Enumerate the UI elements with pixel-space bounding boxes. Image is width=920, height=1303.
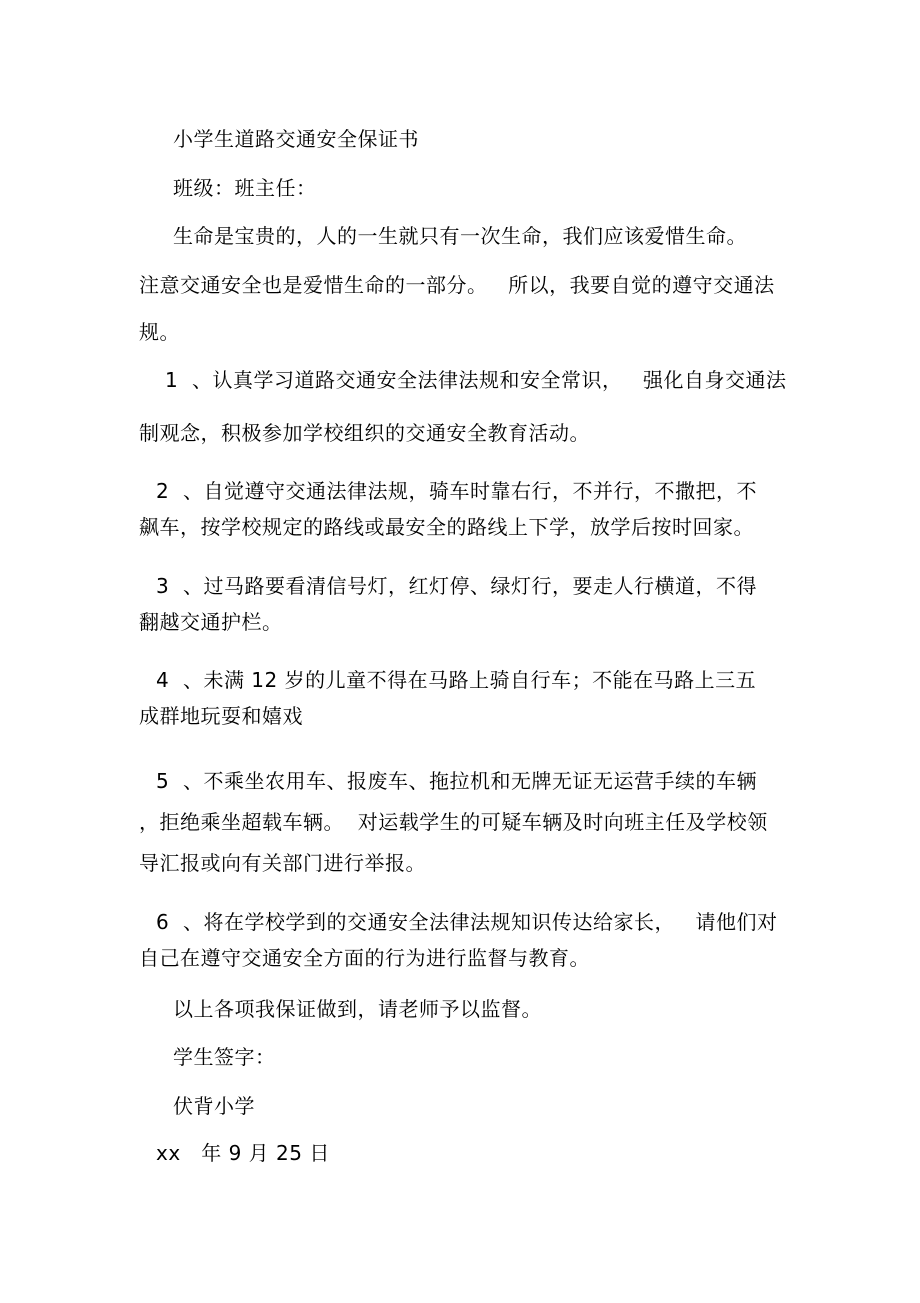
item-3-line-2: 翻越交通护栏。	[139, 610, 283, 634]
item-6-line-2: 自己在遵守交通安全方面的行为进行监督与教育。	[139, 946, 590, 970]
item-3-line-1: 3 、过马路要看清信号灯，红灯停、绿灯行，要走人行横道，不得	[156, 574, 757, 598]
item-5-line-2: ，拒绝乘坐超载车辆。 对运载学生的可疑车辆及时向班主任及学校领	[139, 810, 768, 834]
document-title: 小学生道路交通安全保证书	[173, 127, 419, 151]
document-date: xx 年 9 月 25 日	[156, 1141, 330, 1165]
intro-line-2: 注意交通安全也是爱惜生命的一部分。 所以，我要自觉的遵守交通法	[139, 273, 775, 297]
item-2-line-2: 飙车，按学校规定的路线或最安全的路线上下学，放学后按时回家。	[139, 515, 754, 539]
item-4-line-2: 成群地玩耍和嬉戏	[139, 704, 303, 728]
item-5-line-1: 5 、不乘坐农用车、报废车、拖拉机和无牌无证无运营手续的车辆	[156, 769, 757, 793]
item-2-line-1: 2 、自觉遵守交通法律法规，骑车时靠右行，不并行，不撒把，不	[156, 479, 757, 503]
intro-line-3: 规。	[139, 320, 180, 344]
item-1-line-1: 1 、认真学习道路交通安全法律法规和安全常识， 强化自身交通法	[165, 368, 787, 392]
intro-line-1: 生命是宝贵的，人的一生就只有一次生命，我们应该爱惜生命。	[173, 224, 747, 248]
school-name: 伏背小学	[173, 1094, 255, 1118]
student-signature-label: 学生签字：	[173, 1045, 276, 1069]
item-4-line-1: 4 、未满 12 岁的儿童不得在马路上骑自行车；不能在马路上三五	[156, 668, 757, 692]
class-teacher-line: 班级：班主任：	[173, 176, 317, 200]
closing-statement: 以上各项我保证做到，请老师予以监督。	[173, 997, 542, 1021]
item-5-line-3: 导汇报或向有关部门进行举报。	[139, 851, 426, 875]
item-1-line-2: 制观念，积极参加学校组织的交通安全教育活动。	[139, 421, 590, 445]
item-6-line-1: 6 、将在学校学到的交通安全法律法规知识传达给家长， 请他们对	[156, 910, 778, 934]
